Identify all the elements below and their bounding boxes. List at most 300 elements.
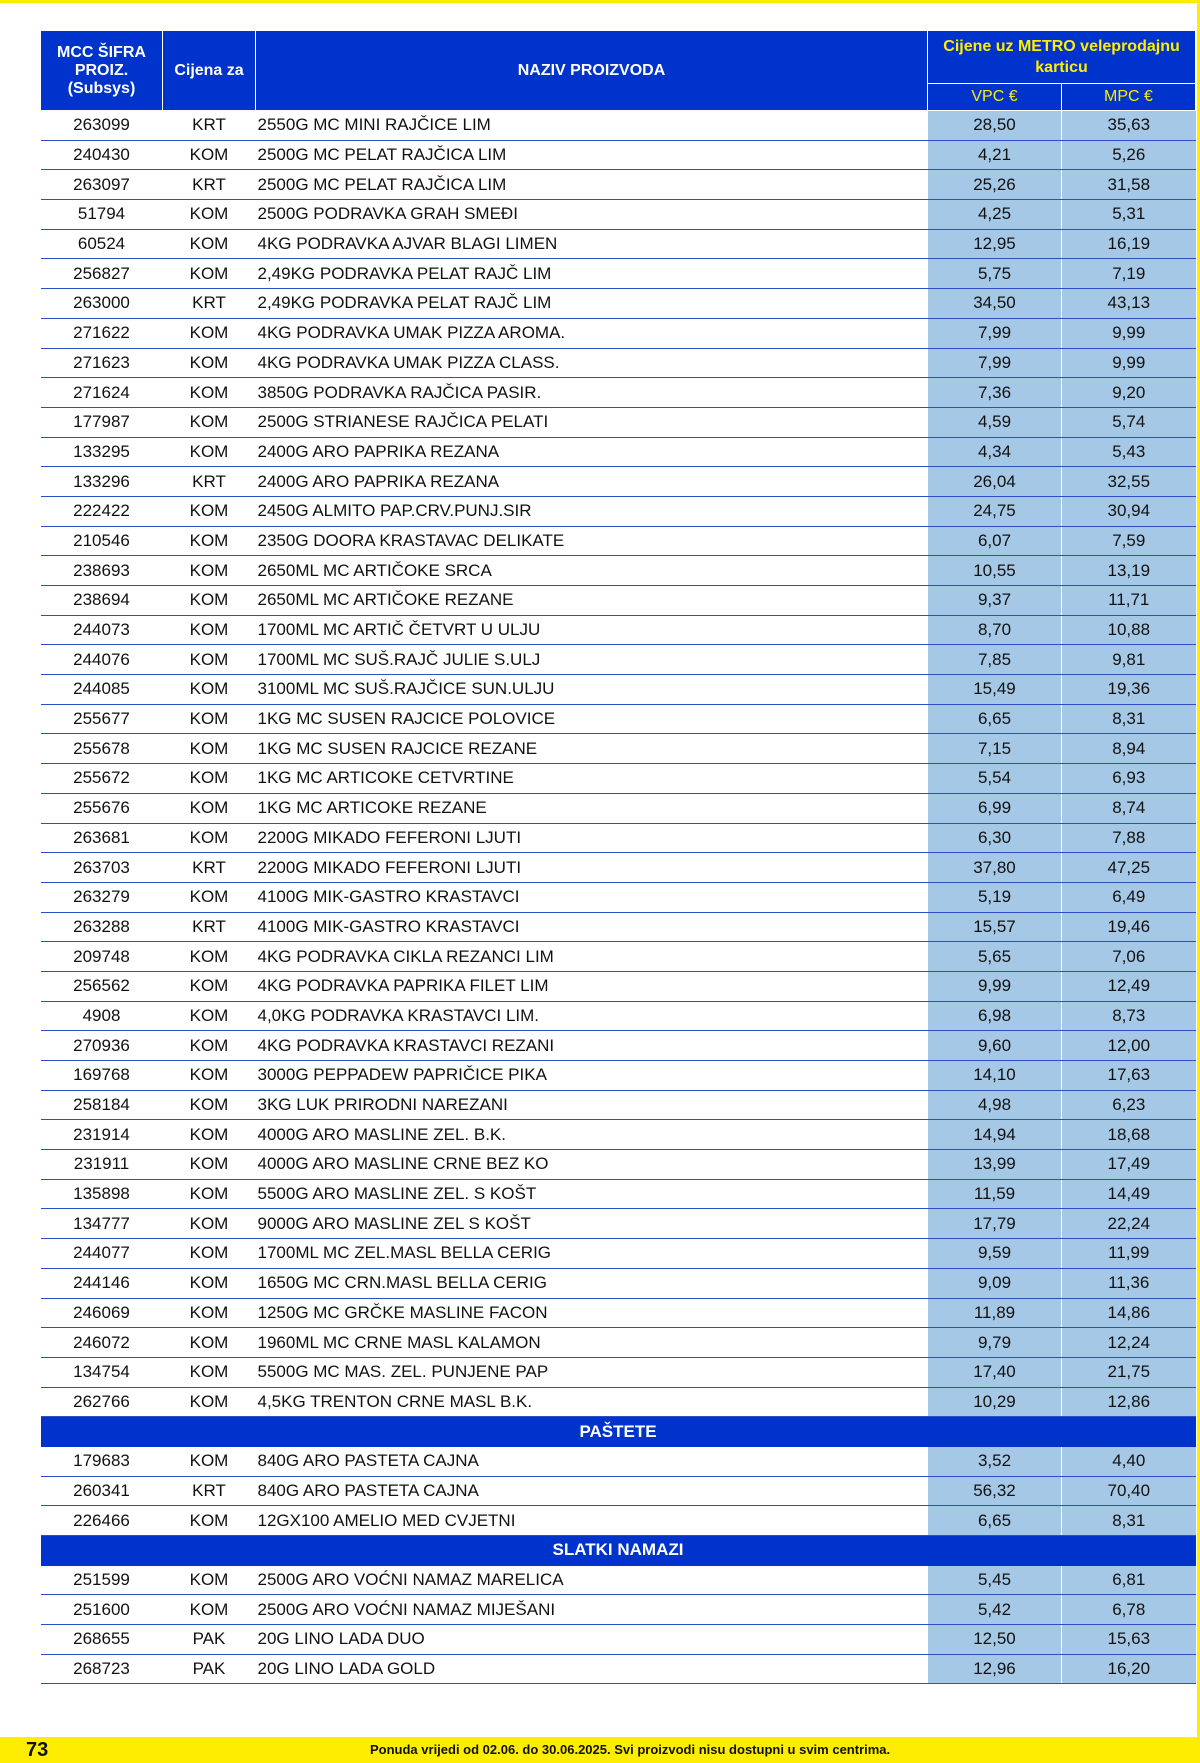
table-row (41, 764, 1196, 794)
table-row (41, 407, 1196, 437)
unit: KOM (163, 645, 256, 675)
product-code: 4908 (41, 1001, 163, 1031)
unit: KOM (163, 318, 256, 348)
price-mpc: 9,20 (1062, 378, 1196, 408)
product-name: 2200G MIKADO FEFERONI LJUTI (256, 853, 928, 883)
product-code: 60524 (41, 229, 163, 259)
table-row (41, 1446, 1196, 1476)
table-row (41, 1061, 1196, 1091)
product-code: 238693 (41, 556, 163, 586)
price-vpc: 14,94 (928, 1120, 1062, 1150)
unit: KOM (163, 496, 256, 526)
product-code: 263703 (41, 853, 163, 883)
price-mpc: 6,49 (1062, 882, 1196, 912)
table-row (41, 1357, 1196, 1387)
price-mpc: 14,86 (1062, 1298, 1196, 1328)
product-name: 2400G ARO PAPRIKA REZANA (256, 437, 928, 467)
unit: KOM (163, 1268, 256, 1298)
table-row (41, 645, 1196, 675)
unit: KOM (163, 1357, 256, 1387)
price-vpc: 5,42 (928, 1595, 1062, 1625)
table-row (41, 882, 1196, 912)
header-mpc: MPC € (1062, 84, 1196, 111)
price-vpc: 6,98 (928, 1001, 1062, 1031)
price-mpc: 4,40 (1062, 1446, 1196, 1476)
price-mpc: 8,73 (1062, 1001, 1196, 1031)
table-row (41, 289, 1196, 319)
header-product-name: NAZIV PROIZVODA (256, 31, 928, 111)
product-code: 255672 (41, 764, 163, 794)
unit: KOM (163, 1387, 256, 1417)
product-code: 134754 (41, 1357, 163, 1387)
unit: KOM (163, 1090, 256, 1120)
product-code: 255676 (41, 793, 163, 823)
price-vpc: 4,25 (928, 200, 1062, 230)
price-mpc: 5,26 (1062, 140, 1196, 170)
product-name: 4100G MIK-GASTRO KRASTAVCI (256, 882, 928, 912)
table-row (41, 1506, 1196, 1536)
table-row (41, 111, 1196, 141)
product-code: 51794 (41, 200, 163, 230)
product-code: 231911 (41, 1150, 163, 1180)
product-name: 1KG MC ARTICOKE REZANE (256, 793, 928, 823)
price-mpc: 43,13 (1062, 289, 1196, 319)
product-code: 271622 (41, 318, 163, 348)
unit: KOM (163, 1446, 256, 1476)
price-vpc: 4,98 (928, 1090, 1062, 1120)
price-mpc: 12,49 (1062, 971, 1196, 1001)
price-mpc: 22,24 (1062, 1209, 1196, 1239)
product-name: 5500G ARO MASLINE ZEL. S KOŠT (256, 1179, 928, 1209)
price-mpc: 5,74 (1062, 407, 1196, 437)
product-name: 3000G PEPPADEW PAPRIČICE PIKA (256, 1061, 928, 1091)
price-mpc: 17,63 (1062, 1061, 1196, 1091)
price-vpc: 9,79 (928, 1328, 1062, 1358)
product-code: 263681 (41, 823, 163, 853)
product-name: 4100G MIK-GASTRO KRASTAVCI (256, 912, 928, 942)
product-name: 2550G MC MINI RAJČICE LIM (256, 111, 928, 141)
product-code: 270936 (41, 1031, 163, 1061)
unit: KOM (163, 1239, 256, 1269)
unit: KOM (163, 586, 256, 616)
product-code: 231914 (41, 1120, 163, 1150)
product-code: 244077 (41, 1239, 163, 1269)
table-row (41, 1001, 1196, 1031)
unit: KRT (163, 289, 256, 319)
unit: KOM (163, 259, 256, 289)
price-vpc: 6,65 (928, 704, 1062, 734)
unit: KOM (163, 1179, 256, 1209)
price-mpc: 12,00 (1062, 1031, 1196, 1061)
product-code: 244073 (41, 615, 163, 645)
product-code: 271624 (41, 378, 163, 408)
product-code: 251600 (41, 1595, 163, 1625)
unit: KOM (163, 200, 256, 230)
product-code: 210546 (41, 526, 163, 556)
table-row (41, 1328, 1196, 1358)
table-row (41, 734, 1196, 764)
price-vpc: 3,52 (928, 1446, 1062, 1476)
unit: KOM (163, 1150, 256, 1180)
price-vpc: 9,59 (928, 1239, 1062, 1269)
table-row (41, 853, 1196, 883)
unit: KOM (163, 1595, 256, 1625)
unit: KOM (163, 1061, 256, 1091)
unit: KOM (163, 437, 256, 467)
product-name: 2500G STRIANESE RAJČICA PELATI (256, 407, 928, 437)
price-vpc: 9,09 (928, 1268, 1062, 1298)
product-name: 2650ML MC ARTIČOKE SRCA (256, 556, 928, 586)
price-table-container (40, 30, 1195, 1684)
product-code: 246069 (41, 1298, 163, 1328)
price-mpc: 18,68 (1062, 1120, 1196, 1150)
section-title: PAŠTETE (41, 1417, 1196, 1447)
table-row (41, 1179, 1196, 1209)
product-code: 244146 (41, 1268, 163, 1298)
price-mpc: 10,88 (1062, 615, 1196, 645)
product-name: 1700ML MC SUŠ.RAJČ JULIE S.ULJ (256, 645, 928, 675)
unit: KOM (163, 1001, 256, 1031)
product-name: 4,5KG TRENTON CRNE MASL B.K. (256, 1387, 928, 1417)
table-row (41, 1595, 1196, 1625)
price-mpc: 12,86 (1062, 1387, 1196, 1417)
header-unit: Cijena za (163, 31, 256, 111)
price-vpc: 9,60 (928, 1031, 1062, 1061)
price-vpc: 12,96 (928, 1654, 1062, 1684)
unit: KRT (163, 853, 256, 883)
price-mpc: 31,58 (1062, 170, 1196, 200)
product-name: 2200G MIKADO FEFERONI LJUTI (256, 823, 928, 853)
price-vpc: 6,07 (928, 526, 1062, 556)
product-name: 2500G ARO VOĆNI NAMAZ MIJEŠANI (256, 1595, 928, 1625)
product-name: 2500G MC PELAT RAJČICA LIM (256, 140, 928, 170)
price-vpc: 5,65 (928, 942, 1062, 972)
price-vpc: 12,95 (928, 229, 1062, 259)
price-mpc: 17,49 (1062, 1150, 1196, 1180)
product-code: 256827 (41, 259, 163, 289)
section-header-row (41, 1417, 1196, 1447)
table-row (41, 229, 1196, 259)
product-code: 263097 (41, 170, 163, 200)
product-name: 4KG PODRAVKA UMAK PIZZA AROMA. (256, 318, 928, 348)
unit: KRT (163, 111, 256, 141)
product-code: 260341 (41, 1476, 163, 1506)
product-code: 169768 (41, 1061, 163, 1091)
table-row (41, 1209, 1196, 1239)
price-mpc: 47,25 (1062, 853, 1196, 883)
price-vpc: 24,75 (928, 496, 1062, 526)
product-code: 263000 (41, 289, 163, 319)
unit: KOM (163, 1120, 256, 1150)
unit: KOM (163, 526, 256, 556)
product-name: 5500G MC MAS. ZEL. PUNJENE PAP (256, 1357, 928, 1387)
price-mpc: 11,36 (1062, 1268, 1196, 1298)
price-mpc: 9,99 (1062, 318, 1196, 348)
price-vpc: 6,30 (928, 823, 1062, 853)
section-header-row (41, 1536, 1196, 1566)
price-mpc: 6,81 (1062, 1565, 1196, 1595)
price-vpc: 4,59 (928, 407, 1062, 437)
price-mpc: 8,31 (1062, 704, 1196, 734)
table-row (41, 704, 1196, 734)
section-title: SLATKI NAMAZI (41, 1536, 1196, 1566)
top-yellow-frame (0, 0, 1200, 3)
price-mpc: 13,19 (1062, 556, 1196, 586)
product-code: 244076 (41, 645, 163, 675)
unit: KRT (163, 170, 256, 200)
price-table (40, 30, 1196, 1684)
price-vpc: 14,10 (928, 1061, 1062, 1091)
product-code: 268655 (41, 1625, 163, 1655)
table-row (41, 1268, 1196, 1298)
table-row (41, 912, 1196, 942)
product-name: 2350G DOORA KRASTAVAC DELIKATE (256, 526, 928, 556)
price-vpc: 15,57 (928, 912, 1062, 942)
table-row (41, 1239, 1196, 1269)
price-mpc: 16,19 (1062, 229, 1196, 259)
unit: PAK (163, 1654, 256, 1684)
price-mpc: 6,78 (1062, 1595, 1196, 1625)
product-code: 258184 (41, 1090, 163, 1120)
unit: PAK (163, 1625, 256, 1655)
price-mpc: 9,81 (1062, 645, 1196, 675)
table-row (41, 467, 1196, 497)
product-name: 2,49KG PODRAVKA PELAT RAJČ LIM (256, 259, 928, 289)
product-code: 209748 (41, 942, 163, 972)
price-vpc: 7,99 (928, 318, 1062, 348)
price-vpc: 6,65 (928, 1506, 1062, 1536)
price-vpc: 7,36 (928, 378, 1062, 408)
unit: KOM (163, 1328, 256, 1358)
product-name: 4000G ARO MASLINE ZEL. B.K. (256, 1120, 928, 1150)
product-code: 179683 (41, 1446, 163, 1476)
table-row (41, 140, 1196, 170)
product-name: 4000G ARO MASLINE CRNE BEZ KO (256, 1150, 928, 1180)
table-row (41, 200, 1196, 230)
table-row (41, 1120, 1196, 1150)
product-code: 244085 (41, 675, 163, 705)
table-row (41, 378, 1196, 408)
table-row (41, 1150, 1196, 1180)
price-mpc: 14,49 (1062, 1179, 1196, 1209)
product-name: 1KG MC SUSEN RAJCICE REZANE (256, 734, 928, 764)
unit: KOM (163, 675, 256, 705)
product-name: 12GX100 AMELIO MED CVJETNI (256, 1506, 928, 1536)
table-row (41, 1476, 1196, 1506)
unit: KOM (163, 348, 256, 378)
price-vpc: 56,32 (928, 1476, 1062, 1506)
price-vpc: 11,59 (928, 1179, 1062, 1209)
price-vpc: 7,85 (928, 645, 1062, 675)
price-mpc: 5,43 (1062, 437, 1196, 467)
price-mpc: 5,31 (1062, 200, 1196, 230)
page-footer (0, 1737, 1200, 1763)
unit: KOM (163, 1298, 256, 1328)
table-body (41, 111, 1196, 1684)
table-row (41, 615, 1196, 645)
product-name: 2500G MC PELAT RAJČICA LIM (256, 170, 928, 200)
price-vpc: 12,50 (928, 1625, 1062, 1655)
price-vpc: 17,40 (928, 1357, 1062, 1387)
product-name: 4KG PODRAVKA KRASTAVCI REZANI (256, 1031, 928, 1061)
table-row (41, 496, 1196, 526)
product-name: 3100ML MC SUŠ.RAJČICE SUN.ULJU (256, 675, 928, 705)
product-code: 263279 (41, 882, 163, 912)
price-mpc: 7,88 (1062, 823, 1196, 853)
price-vpc: 15,49 (928, 675, 1062, 705)
product-code: 226466 (41, 1506, 163, 1536)
product-code: 133296 (41, 467, 163, 497)
table-row (41, 1625, 1196, 1655)
unit: KOM (163, 764, 256, 794)
price-vpc: 25,26 (928, 170, 1062, 200)
price-mpc: 11,99 (1062, 1239, 1196, 1269)
price-mpc: 32,55 (1062, 467, 1196, 497)
price-vpc: 37,80 (928, 853, 1062, 883)
product-name: 4KG PODRAVKA CIKLA REZANCI LIM (256, 942, 928, 972)
unit: KOM (163, 556, 256, 586)
table-row (41, 526, 1196, 556)
price-vpc: 10,29 (928, 1387, 1062, 1417)
price-mpc: 7,06 (1062, 942, 1196, 972)
product-code: 251599 (41, 1565, 163, 1595)
table-header (41, 31, 1196, 111)
unit: KOM (163, 140, 256, 170)
product-name: 2500G ARO VOĆNI NAMAZ MARELICA (256, 1565, 928, 1595)
product-name: 1650G MC CRN.MASL BELLA CERIG (256, 1268, 928, 1298)
table-row (41, 1654, 1196, 1684)
price-mpc: 6,93 (1062, 764, 1196, 794)
unit: KOM (163, 734, 256, 764)
unit: KOM (163, 704, 256, 734)
unit: KOM (163, 882, 256, 912)
unit: KOM (163, 1209, 256, 1239)
product-code: 246072 (41, 1328, 163, 1358)
unit: KOM (163, 793, 256, 823)
header-code: MCC ŠIFRA PROIZ. (Subsys) (41, 31, 163, 111)
table-row (41, 675, 1196, 705)
header-price-group: Cijene uz METRO veleprodajnu karticu (928, 31, 1196, 84)
unit: KOM (163, 229, 256, 259)
product-code: 255678 (41, 734, 163, 764)
price-vpc: 34,50 (928, 289, 1062, 319)
product-name: 4KG PODRAVKA AJVAR BLAGI LIMEN (256, 229, 928, 259)
product-code: 268723 (41, 1654, 163, 1684)
product-name: 2500G PODRAVKA GRAH SMEĐI (256, 200, 928, 230)
price-mpc: 16,20 (1062, 1654, 1196, 1684)
product-name: 1700ML MC ARTIČ ČETVRT U ULJU (256, 615, 928, 645)
price-mpc: 19,46 (1062, 912, 1196, 942)
unit: KOM (163, 378, 256, 408)
product-name: 3KG LUK PRIRODNI NAREZANI (256, 1090, 928, 1120)
product-name: 2650ML MC ARTIČOKE REZANE (256, 586, 928, 616)
product-name: 4KG PODRAVKA UMAK PIZZA CLASS. (256, 348, 928, 378)
price-vpc: 9,37 (928, 586, 1062, 616)
unit: KRT (163, 467, 256, 497)
product-code: 262766 (41, 1387, 163, 1417)
product-code: 222422 (41, 496, 163, 526)
product-name: 1KG MC ARTICOKE CETVRTINE (256, 764, 928, 794)
unit: KRT (163, 912, 256, 942)
price-vpc: 4,21 (928, 140, 1062, 170)
product-code: 255677 (41, 704, 163, 734)
header-vpc: VPC € (928, 84, 1062, 111)
unit: KRT (163, 1476, 256, 1506)
price-mpc: 11,71 (1062, 586, 1196, 616)
unit: KOM (163, 615, 256, 645)
price-vpc: 26,04 (928, 467, 1062, 497)
price-vpc: 17,79 (928, 1209, 1062, 1239)
table-row (41, 437, 1196, 467)
table-row (41, 1031, 1196, 1061)
table-row (41, 318, 1196, 348)
price-vpc: 5,45 (928, 1565, 1062, 1595)
product-name: 4KG PODRAVKA PAPRIKA FILET LIM (256, 971, 928, 1001)
price-vpc: 11,89 (928, 1298, 1062, 1328)
product-name: 1KG MC SUSEN RAJCICE POLOVICE (256, 704, 928, 734)
table-row (41, 1090, 1196, 1120)
product-name: 4,0KG PODRAVKA KRASTAVCI LIM. (256, 1001, 928, 1031)
product-name: 1960ML MC CRNE MASL KALAMON (256, 1328, 928, 1358)
price-vpc: 6,99 (928, 793, 1062, 823)
table-row (41, 971, 1196, 1001)
product-name: 2400G ARO PAPRIKA REZANA (256, 467, 928, 497)
product-code: 238694 (41, 586, 163, 616)
table-row (41, 586, 1196, 616)
table-row (41, 793, 1196, 823)
price-vpc: 7,99 (928, 348, 1062, 378)
product-code: 133295 (41, 437, 163, 467)
unit: KOM (163, 823, 256, 853)
product-name: 9000G ARO MASLINE ZEL S KOŠT (256, 1209, 928, 1239)
product-code: 240430 (41, 140, 163, 170)
product-code: 271623 (41, 348, 163, 378)
product-name: 840G ARO PASTETA CAJNA (256, 1476, 928, 1506)
price-mpc: 12,24 (1062, 1328, 1196, 1358)
price-mpc: 70,40 (1062, 1476, 1196, 1506)
price-vpc: 13,99 (928, 1150, 1062, 1180)
offer-validity-note: Ponuda vrijedi od 02.06. do 30.06.2025. Svi proizvodi nisu dostupni u svim centrima. (370, 1742, 891, 1757)
table-row (41, 170, 1196, 200)
price-mpc: 7,19 (1062, 259, 1196, 289)
price-mpc: 9,99 (1062, 348, 1196, 378)
price-mpc: 19,36 (1062, 675, 1196, 705)
price-mpc: 35,63 (1062, 111, 1196, 141)
price-vpc: 28,50 (928, 111, 1062, 141)
unit: KOM (163, 1031, 256, 1061)
price-mpc: 8,31 (1062, 1506, 1196, 1536)
unit: KOM (163, 971, 256, 1001)
product-name: 20G LINO LADA GOLD (256, 1654, 928, 1684)
product-name: 1250G MC GRČKE MASLINE FACON (256, 1298, 928, 1328)
price-vpc: 7,15 (928, 734, 1062, 764)
price-mpc: 7,59 (1062, 526, 1196, 556)
table-row (41, 259, 1196, 289)
table-row (41, 556, 1196, 586)
price-mpc: 15,63 (1062, 1625, 1196, 1655)
product-code: 263099 (41, 111, 163, 141)
table-row (41, 1298, 1196, 1328)
price-vpc: 5,54 (928, 764, 1062, 794)
price-mpc: 8,94 (1062, 734, 1196, 764)
table-row (41, 823, 1196, 853)
product-name: 840G ARO PASTETA CAJNA (256, 1446, 928, 1476)
price-vpc: 4,34 (928, 437, 1062, 467)
product-name: 2,49KG PODRAVKA PELAT RAJČ LIM (256, 289, 928, 319)
unit: KOM (163, 407, 256, 437)
price-mpc: 21,75 (1062, 1357, 1196, 1387)
product-code: 134777 (41, 1209, 163, 1239)
